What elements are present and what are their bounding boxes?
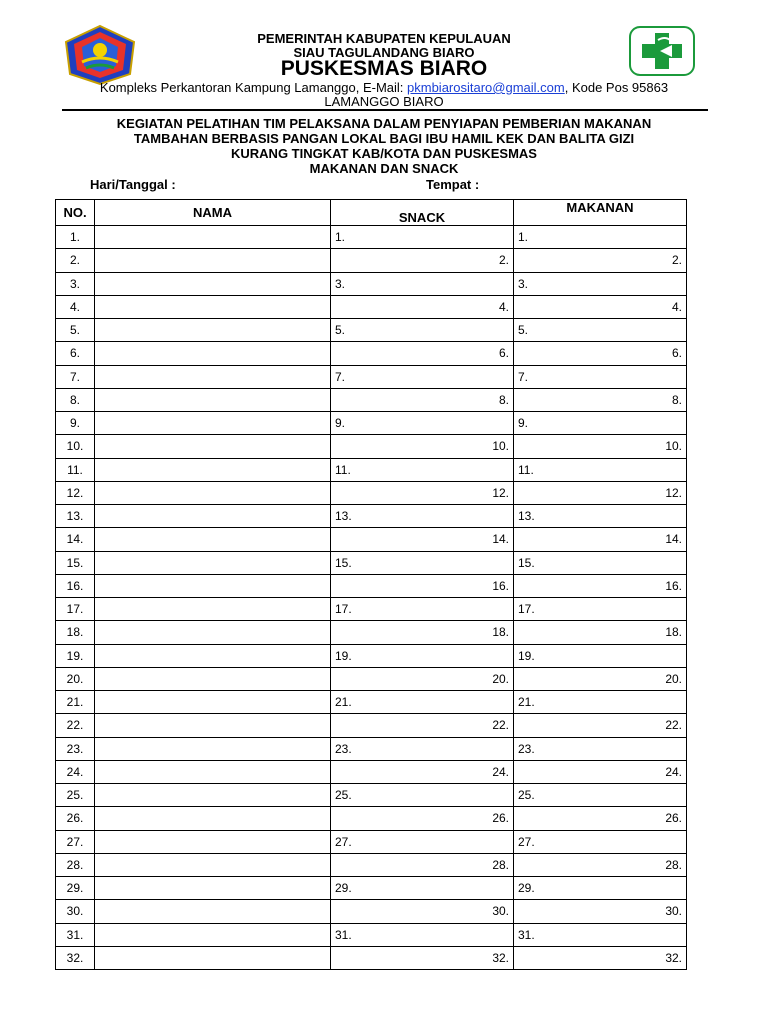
table-row [56,807,687,830]
meal-signature: 10. [514,435,687,458]
row-number: 14. [56,528,95,551]
name-cell[interactable] [95,574,331,597]
snack-signature: 5. [331,319,514,342]
snack-signature: 24. [331,760,514,783]
title-line-4: MAKANAN DAN SNACK [309,161,459,176]
snack-signature: 30. [331,900,514,923]
name-cell[interactable] [95,830,331,853]
snack-signature: 2. [331,249,514,272]
table-row [56,319,687,342]
row-number: 27. [56,830,95,853]
meal-signature: 5. [514,319,687,342]
row-number: 5. [56,319,95,342]
snack-signature: 1. [331,226,514,249]
snack-signature: 6. [331,342,514,365]
table-row [56,388,687,411]
table-row [56,621,687,644]
name-cell[interactable] [95,737,331,760]
meal-signature: 31. [514,923,687,946]
snack-signature: 32. [331,946,514,969]
table-header-row [56,200,687,226]
meal-signature: 20. [514,667,687,690]
table-row [56,481,687,504]
address-prefix: Kompleks Perkantoran Kampung Lamanggo, E-Mail: [99,80,408,95]
address-location: LAMANGGO BIARO [324,94,444,109]
header-no: NO. [56,200,95,226]
meal-signature: 29. [514,877,687,900]
snack-signature: 11. [331,458,514,481]
name-cell[interactable] [95,923,331,946]
name-cell[interactable] [95,528,331,551]
snack-signature: 14. [331,528,514,551]
snack-signature: 3. [331,272,514,295]
name-cell[interactable] [95,760,331,783]
meal-signature: 1. [514,226,687,249]
table-row [56,365,687,388]
meal-signature: 24. [514,760,687,783]
snack-signature: 31. [331,923,514,946]
title-line-3: KURANG TINGKAT KAB/KOTA DAN PUSKESMAS [231,146,537,161]
name-cell[interactable] [95,621,331,644]
row-number: 26. [56,807,95,830]
meal-signature: 13. [514,505,687,528]
table-row [56,760,687,783]
snack-signature: 4. [331,295,514,318]
row-number: 15. [56,551,95,574]
table-row [56,226,687,249]
row-number: 11. [56,458,95,481]
meal-signature: 16. [514,574,687,597]
table-row [56,505,687,528]
table-row [56,714,687,737]
header-makanan: MAKANAN [514,200,687,226]
name-cell[interactable] [95,272,331,295]
meal-signature: 9. [514,412,687,435]
snack-signature: 22. [331,714,514,737]
table-row [56,528,687,551]
row-number: 8. [56,388,95,411]
name-cell[interactable] [95,946,331,969]
meal-signature: 23. [514,737,687,760]
name-cell[interactable] [95,714,331,737]
snack-signature: 15. [331,551,514,574]
table-row [56,598,687,621]
meal-signature: 28. [514,853,687,876]
meal-signature: 7. [514,365,687,388]
name-cell[interactable] [95,807,331,830]
snack-signature: 20. [331,667,514,690]
header-nama: NAMA [95,200,331,226]
name-cell[interactable] [95,388,331,411]
row-number: 13. [56,505,95,528]
table-row [56,923,687,946]
meal-signature: 25. [514,784,687,807]
snack-signature: 17. [331,598,514,621]
table-row [56,435,687,458]
meal-signature: 14. [514,528,687,551]
meal-signature: 8. [514,388,687,411]
snack-signature: 18. [331,621,514,644]
meal-signature: 11. [514,458,687,481]
name-cell[interactable] [95,342,331,365]
email-link[interactable]: pkmbiarositaro@gmail.com [407,80,565,95]
snack-signature: 12. [331,481,514,504]
meal-signature: 2. [514,249,687,272]
place-label: Tempat : [426,177,480,192]
snack-signature: 16. [331,574,514,597]
name-cell[interactable] [95,481,331,504]
snack-signature: 8. [331,388,514,411]
name-cell[interactable] [95,644,331,667]
row-number: 23. [56,737,95,760]
meal-signature: 3. [514,272,687,295]
row-number: 6. [56,342,95,365]
snack-signature: 7. [331,365,514,388]
snack-signature: 23. [331,737,514,760]
table-row [56,737,687,760]
address-suffix: , Kode Pos 95863 [564,80,669,95]
meal-signature: 18. [514,621,687,644]
row-number: 16. [56,574,95,597]
institution-name: PUSKESMAS BIARO [280,57,488,80]
name-cell[interactable] [95,319,331,342]
table-row [56,458,687,481]
row-number: 31. [56,923,95,946]
meal-signature: 30. [514,900,687,923]
row-number: 19. [56,644,95,667]
meal-signature: 21. [514,691,687,714]
row-number: 18. [56,621,95,644]
table-row [56,574,687,597]
name-cell[interactable] [95,784,331,807]
date-label: Hari/Tanggal : [90,177,176,192]
snack-signature: 9. [331,412,514,435]
row-number: 29. [56,877,95,900]
name-cell[interactable] [95,877,331,900]
row-number: 24. [56,760,95,783]
header-snack: SNACK [331,200,514,226]
row-number: 10. [56,435,95,458]
row-number: 1. [56,226,95,249]
row-number: 9. [56,412,95,435]
name-cell[interactable] [95,365,331,388]
snack-signature: 21. [331,691,514,714]
name-cell[interactable] [95,435,331,458]
meal-signature: 4. [514,295,687,318]
government-name: PEMERINTAH KABUPATEN KEPULAUAN [257,31,511,46]
address-line [0,80,768,95]
row-number: 32. [56,946,95,969]
table-row [56,853,687,876]
row-number: 22. [56,714,95,737]
meal-signature: 19. [514,644,687,667]
snack-signature: 29. [331,877,514,900]
name-cell[interactable] [95,900,331,923]
table-row [56,784,687,807]
table-row [56,644,687,667]
meal-signature: 15. [514,551,687,574]
name-cell[interactable] [95,667,331,690]
snack-signature: 27. [331,830,514,853]
title-line-1: KEGIATAN PELATIHAN TIM PELAKSANA DALAM PENYIAPAN PEMBERIAN MAKANAN [116,116,652,131]
regency-name: SIAU TAGULANDANG BIARO [293,45,475,60]
meal-signature: 26. [514,807,687,830]
snack-signature: 13. [331,505,514,528]
name-cell[interactable] [95,598,331,621]
table-row [56,295,687,318]
row-number: 4. [56,295,95,318]
table-row [56,830,687,853]
row-number: 25. [56,784,95,807]
meal-signature: 12. [514,481,687,504]
title-line-2: TAMBAHAN BERBASIS PANGAN LOKAL BAGI IBU HAMIL KEK DAN BALITA GIZI [133,131,635,146]
row-number: 7. [56,365,95,388]
table-row [56,342,687,365]
header-divider [62,109,708,111]
name-cell[interactable] [95,551,331,574]
snack-signature: 10. [331,435,514,458]
row-number: 17. [56,598,95,621]
name-cell[interactable] [95,249,331,272]
table-row [56,691,687,714]
meal-signature: 6. [514,342,687,365]
row-number: 30. [56,900,95,923]
table-row [56,249,687,272]
row-number: 2. [56,249,95,272]
snack-signature: 19. [331,644,514,667]
attendance-table [55,199,687,970]
meal-signature: 32. [514,946,687,969]
name-cell[interactable] [95,295,331,318]
row-number: 20. [56,667,95,690]
table-row [56,667,687,690]
table-row [56,272,687,295]
name-cell[interactable] [95,458,331,481]
row-number: 12. [56,481,95,504]
table-row [56,551,687,574]
table-row [56,877,687,900]
snack-signature: 28. [331,853,514,876]
snack-signature: 25. [331,784,514,807]
meal-signature: 22. [514,714,687,737]
meal-signature: 17. [514,598,687,621]
name-cell[interactable] [95,226,331,249]
row-number: 21. [56,691,95,714]
table-row [56,946,687,969]
row-number: 3. [56,272,95,295]
name-cell[interactable] [95,505,331,528]
name-cell[interactable] [95,853,331,876]
row-number: 28. [56,853,95,876]
meal-signature: 27. [514,830,687,853]
name-cell[interactable] [95,691,331,714]
table-row [56,900,687,923]
name-cell[interactable] [95,412,331,435]
table-row [56,412,687,435]
snack-signature: 26. [331,807,514,830]
